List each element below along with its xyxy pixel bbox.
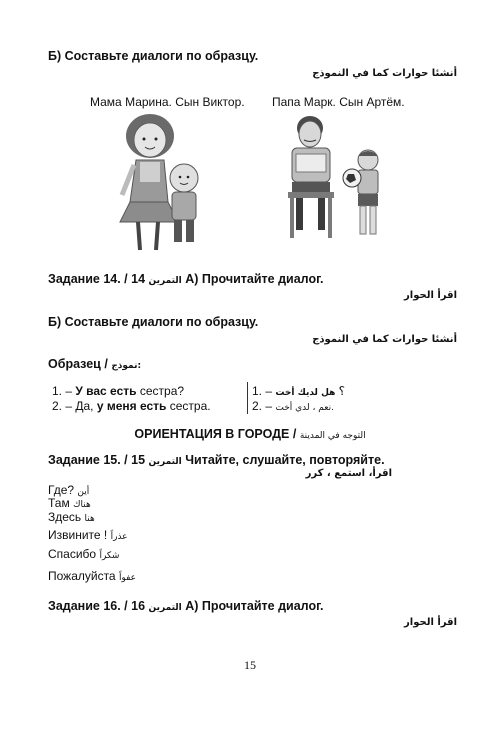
exercise-15-subtitle-ar: اقرأ، استمع ، كرر <box>305 468 392 479</box>
page-number: 15 <box>244 658 256 672</box>
father-son-illustration <box>270 110 400 250</box>
exercise-14-instruction: Б) Составьте диалоги по образцу. <box>48 315 259 329</box>
word-item: Здесь هنا <box>48 510 95 524</box>
exercise-13-instruction-ar: أنشئا حوارات كما في النموذج <box>312 68 457 79</box>
exercise-16-subtitle-ar: اقرأ الحوار <box>404 617 457 628</box>
section-title: ОРИЕНТАЦИЯ В ГОРОДЕ / التوجه في المدينة <box>134 427 366 441</box>
word-item: Там هناك <box>48 496 91 510</box>
sample-dialog-line-2: 2. – Да, у меня есть сестра. <box>52 399 211 413</box>
exercise-14-subtitle-ar: اقرأ الحوار <box>404 290 457 301</box>
illustration-caption-left: Мама Марина. Сын Виктор. <box>90 95 245 109</box>
sample-dialog-ar-line-1: 1. – ؟ هل لديك أخت <box>252 384 346 398</box>
exercise-16-heading: Задание 16. / 16 التمرين А) Прочитайте диалог. <box>48 599 324 613</box>
exercise-13-instruction: Б) Составьте диалоги по образцу. <box>48 49 259 63</box>
sample-dialog-ar-line-2: 2. – نعم ، لدي أخت. <box>252 399 334 413</box>
mother-son-illustration <box>108 110 228 260</box>
word-item: Спасибо شكراً <box>48 547 120 561</box>
word-item: Извините ! عذراً <box>48 528 128 542</box>
exercise-15-heading: Задание 15. / 15 التمرين Читайте, слушайте, повторяйте. <box>48 453 385 467</box>
word-item: Пожалуйста عفواً <box>48 569 137 583</box>
word-item: Где? أين <box>48 483 90 497</box>
sample-dialog-line-1: 1. – У вас есть сестра? <box>52 384 185 398</box>
illustration-caption-right: Папа Марк. Сын Артём. <box>272 95 405 109</box>
sample-divider <box>247 382 248 414</box>
exercise-14-instruction-ar: أنشئا حوارات كما في النموذج <box>312 334 457 345</box>
exercise-14-heading: Задание 14. / 14 التمرين А) Прочитайте диалог. <box>48 272 324 286</box>
sample-label: Образец / نموذج: <box>48 357 142 371</box>
